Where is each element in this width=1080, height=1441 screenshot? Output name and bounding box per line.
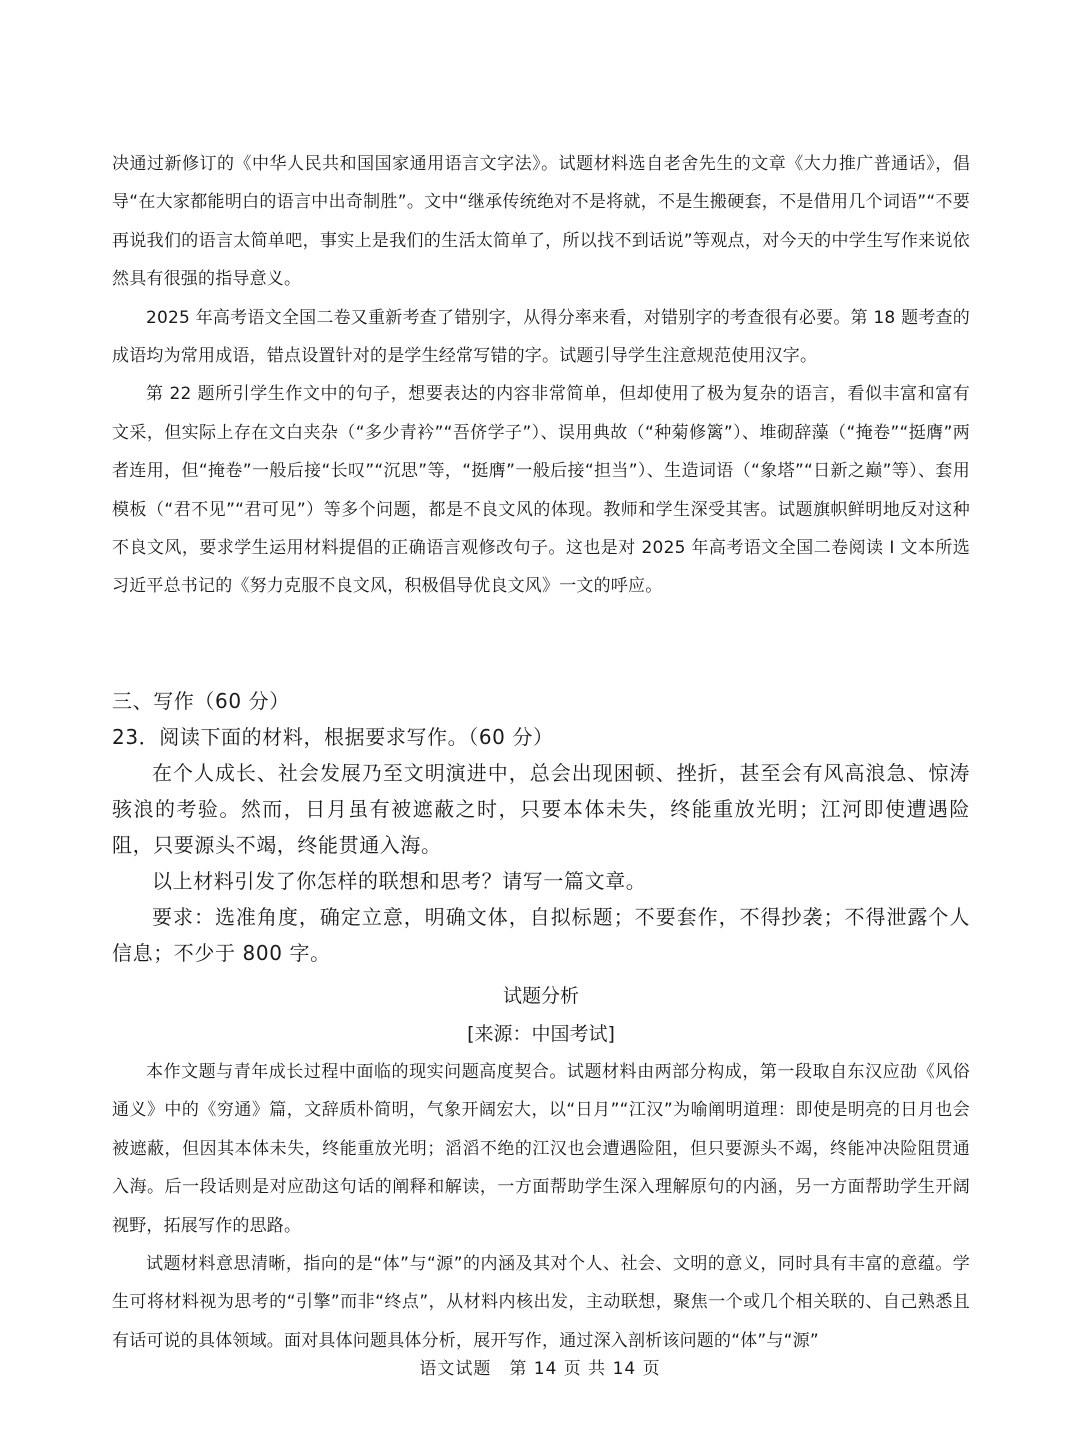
analysis-paragraph-2: 试题材料意思清晰，指向的是“体”与“源”的内涵及其对个人、社会、文明的意义，同时具有丰富的意蕴。学生可将材料视为思考的“引擎”而非“终点”，从材料内核出发，主动联想，聚焦一个或几个相关联的、自己熟悉且有话可说的具体领域。面对具体问题具体分析，展开写作，通过深入剖析该问题的“体”与“源”: [112, 1254, 970, 1351]
previous-answer-analysis: [112, 145, 970, 606]
paragraph-typo-question: 2025 年高考语文全国二卷又重新考查了错别字，从得分率来看，对错别字的考查很有必要。第 18 题考查的成语均为常用成语，错点设置针对的是学生经常写错的字。试题引导学生注意规范使用汉字。: [112, 307, 970, 367]
writing-requirements: 要求：选准角度，确定立意，明确文体，自拟标题；不要套作，不得抄袭；不得泄露个人信息；不少于 800 字。: [112, 905, 970, 965]
paragraph-law-continuation: 决通过新修订的《中华人民共和国国家通用语言文字法》。试题材料选自老舍先生的文章《大力推广普通话》，倡导“在大家都能明白的语言中出奇制胜”。文中“继承传统绝对不是将就，不是生搬硬套，不是借用几个词语”“不要再说我们的语言太简单吧，事实上是我们的生活太简单了，所以找不到话说”等观点，对今天的中学生写作来说依然具有很强的指导意义。: [112, 154, 970, 290]
page-footer: 语文试题 第 14 页 共 14 页: [419, 1359, 661, 1379]
paragraph-question-22: 第 22 题所引学生作文中的句子，想要表达的内容非常简单，但却使用了极为复杂的语言，看似丰富和富有文采，但实际上存在文白夹杂（“多少青衿”“吾侪学子”）、误用典故（“种菊修篱”）、堆砌辞藻（“掩卷”“挺膺”两者连用，但“掩卷”一般后接“长叹”“沉思”等，“挺膺”一般后接“担当”）、生造词语（“象塔”“日新之巅”等）、套用模板（“君不见”“君可见”）等多个问题，都是不良文风的体现。教师和学生深受其害。试题旗帜鲜明地反对这种不良文风，要求学生运用材料提倡的正确语言观修改句子。这也是对 2025 年高考语文全国二卷阅读 I 文本所选习近平总书记的《努力克服不良文风，积极倡导优良文风》一文的呼应。: [112, 384, 970, 597]
analysis-source: [来源：中国考试]: [467, 1023, 615, 1045]
question-23: 23．阅读下面的材料，根据要求写作。（60 分）: [112, 725, 554, 749]
writing-section: [112, 683, 970, 971]
analysis-paragraph-1: 本作文题与青年成长过程中面临的现实问题高度契合。试题材料由两部分构成，第一段取自东汉应劭《风俗通义》中的《穷通》篇，文辞质朴简明，气象开阔宏大，以“日月”“江汉”为喻阐明道理：即使是明亮的日月也会被遮蔽，但因其本体未失，终能重放光明；滔滔不绝的江汉也会遭遇险阻，但只要源头不竭，终能冲决险阻贯通入海。后一段话则是对应劭这句话的阐释和解读，一方面帮助学生深入理解原句的内涵，另一方面帮助学生开阔视野，拓展写作的思路。: [112, 1062, 970, 1236]
writing-material: 在个人成长、社会发展乃至文明演进中，总会出现困顿、挫折，甚至会有风高浪急、惊涛骇浪的考验。然而，日月虽有被遮蔽之时，只要本体未失，终能重放光明；江河即使遭遇险阻，只要源头不竭，终能贯通入海。: [112, 761, 970, 857]
writing-prompt: 以上材料引发了你怎样的联想和思考？请写一篇文章。: [152, 869, 647, 893]
section-heading: 三、写作（60 分）: [112, 689, 290, 713]
analysis-title: 试题分析: [502, 985, 579, 1007]
question-analysis: [112, 977, 970, 1360]
